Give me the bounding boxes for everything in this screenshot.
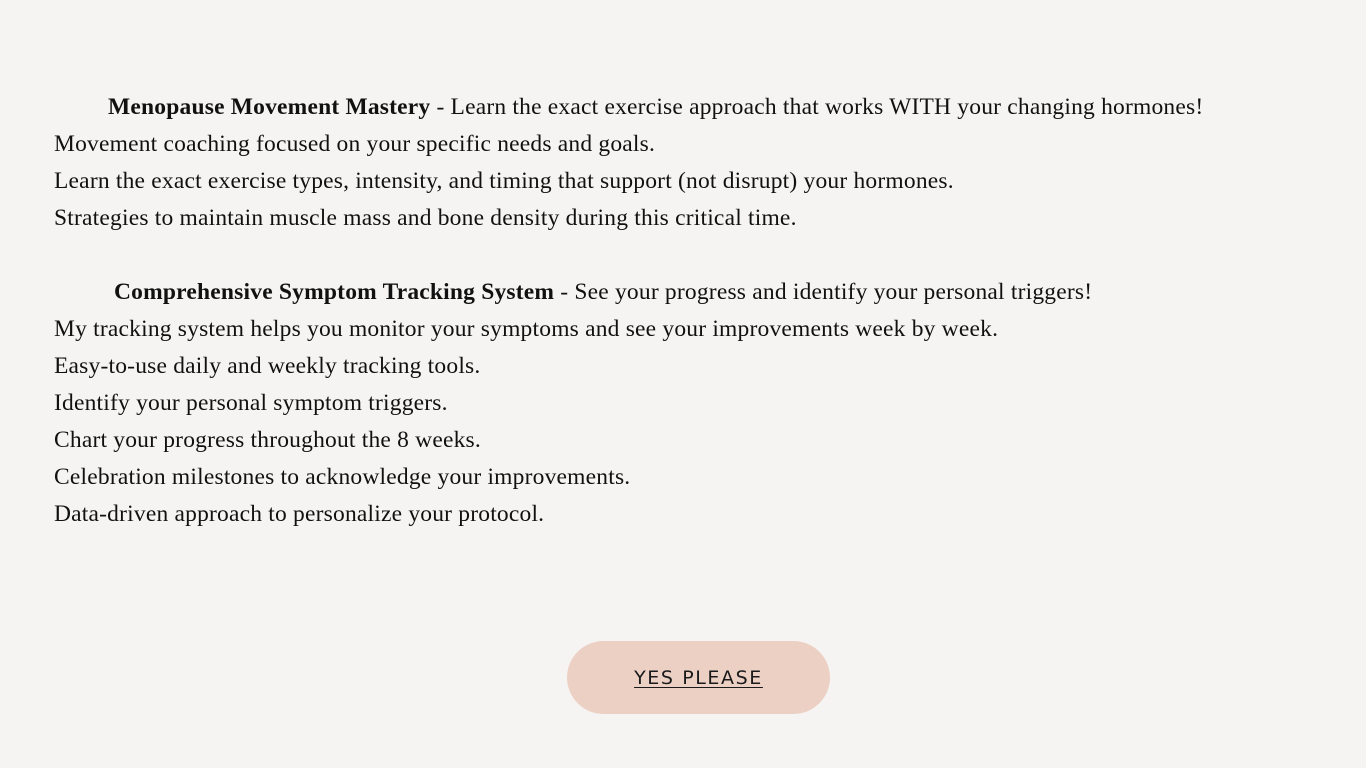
section-heading-text: - See your progress and identify your personal triggers! <box>554 279 1093 305</box>
section-heading-text: - Learn the exact exercise approach that works WITH your changing hormones! <box>430 94 1204 120</box>
section-heading-bold: Menopause Movement Mastery <box>108 94 431 120</box>
list-item: Movement coaching focused on your specific needs and goals. <box>54 131 656 157</box>
section-heading <box>54 89 1354 126</box>
list-item: Strategies to maintain muscle mass and bone density during this critical time. <box>54 205 797 231</box>
list-item: Chart your progress throughout the 8 weeks. <box>54 427 481 453</box>
symptom-tracking-section <box>54 274 1354 533</box>
cta-container <box>567 641 830 714</box>
yes-please-button-label: YES PLEASE <box>634 666 763 689</box>
yes-please-button[interactable] <box>567 641 830 714</box>
list-item: Identify your personal symptom triggers. <box>54 390 448 416</box>
list-item: Celebration milestones to acknowledge your improvements. <box>54 464 631 490</box>
movement-mastery-section <box>54 89 1354 237</box>
list-item: Data-driven approach to personalize your protocol. <box>54 501 545 527</box>
list-item: Easy-to-use daily and weekly tracking tools. <box>54 353 481 379</box>
section-heading <box>54 274 1354 311</box>
section-heading-bold: Comprehensive Symptom Tracking System <box>114 279 555 305</box>
list-item: My tracking system helps you monitor your symptoms and see your improvements week by week. <box>54 316 999 342</box>
list-item: Learn the exact exercise types, intensity, and timing that support (not disrupt) your hormones. <box>54 168 954 194</box>
